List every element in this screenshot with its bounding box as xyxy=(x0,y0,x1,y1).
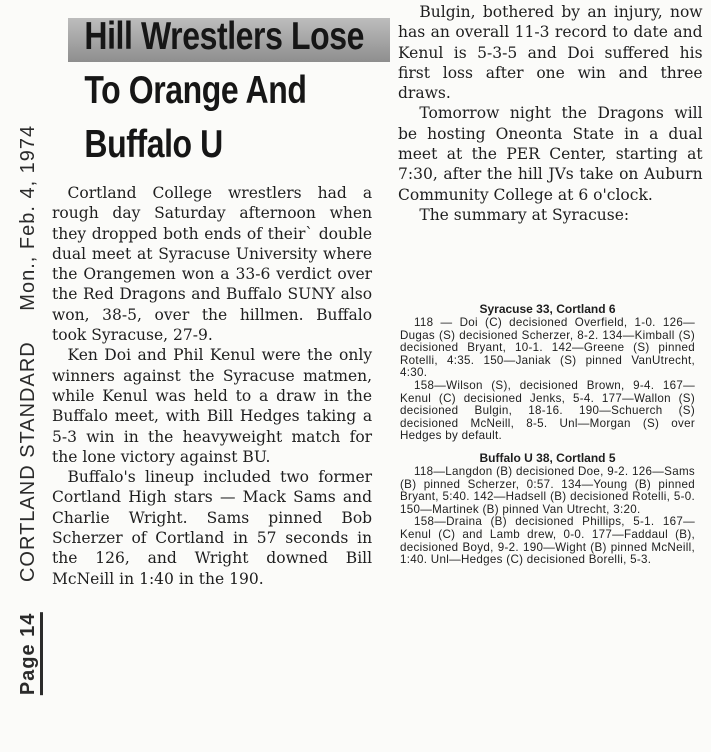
page-folio xyxy=(0,60,60,710)
article-paragraph: Buffalo's lineup included two former Cortland High stars — Mack Sams and Charlie Wright. Sams pinned Bob Scherzer of Cortland in 57 seconds in the 126, and Wright downed Bill McNeill in 1:40 in the 190. xyxy=(52,467,373,588)
result-heading: Syracuse 33, Cortland 6 xyxy=(479,302,616,316)
page-number: Page 14 xyxy=(17,613,43,696)
result-heading: Buffalo U 38, Cortland 5 xyxy=(479,450,616,465)
article-paragraph: Tomorrow night the Dragons will be hosting Oneonta State in a dual meet at the PER Center, starting at 7:30, after the hill JVs take on Auburn Community College at 6 o'clock. xyxy=(398,103,703,204)
result-paragraph: 118—Langdon (B) decisioned Doe, 9-2. 126—Sams (B) pinned Scherzer, 0:57. 134—Young (B) pinned Bryant, 5:40. 142—Hadsell (B) decisioned Rotelli, 5-0. 150—Martinek (B) pinned Van Utrecht, 3:20. xyxy=(400,464,695,516)
newspaper-name: CORTLAND STANDARD xyxy=(17,341,39,583)
result-paragraph: 118 — Doi (C) decisioned Overfield, 1-0. 126—Dugas (S) decisioned Scherzer, 8-2. 134—Kimball (S) decisioned Bryant, 10-1. 142—Greene (S) pinned Rotelli, 4:35. 150—Janiak (S) pinned VanUtrecht, 4:30. xyxy=(400,316,695,380)
article-body-right xyxy=(398,2,703,225)
article-body-left xyxy=(52,183,372,589)
spacer xyxy=(400,443,695,451)
result-paragraph: 158—Draina (B) decisioned Phillips, 5-1. 167—Kenul (C) and Lamb drew, 0-0. 177—Faddaul (B), decisioned Boyd, 9-2. 190—Wight (B) pinned McNeill, 1:40. Unl—Hedges (C) decisioned Borelli, 5-3. xyxy=(400,515,695,567)
article-paragraph: Bulgin, bothered by an injury, now has an overall 11-3 record to date and Kenul is 5-3-5 and Doi suffered his first loss after one win and three draws. xyxy=(398,2,703,103)
headline: Hill Wrestlers Lose To Orange And Buffalo U xyxy=(84,15,364,166)
match-results xyxy=(400,302,695,567)
folio-line xyxy=(17,113,43,707)
issue-date: Mon., Feb. 4, 1974 xyxy=(17,124,39,311)
article-paragraph: Ken Doi and Phil Kenul were the only winners against the Syracuse matmen, while Kenul was held to a draw in the Buffalo meet, with Bill Hedges taking a 5-3 win in the heavyweight match for the lone victory against BU. xyxy=(52,345,373,466)
result-paragraph: 158—Wilson (S), decisioned Brown, 9-4. 167—Kenul (C) decisioned Jenks, 5-4. 177—Wallon (S) decisioned Bulgin, 18-16. 190—Schuerch (S) decisioned McNeill, 8-5. Unl—Morgan (S) over Hedges by default. xyxy=(400,378,695,443)
article-paragraph: Cortland College wrestlers had a rough day Saturday afternoon when they dropped both ends of their` double dual meet at Syracuse University where the Orangemen won a 33-6 verdict over the Red Dragons and Buffalo SUNY also won, 38-5, over the hillmen. Buffalo took Syracuse, 27-9. xyxy=(52,183,373,345)
article-paragraph: The summary at Syracuse: xyxy=(419,204,630,224)
